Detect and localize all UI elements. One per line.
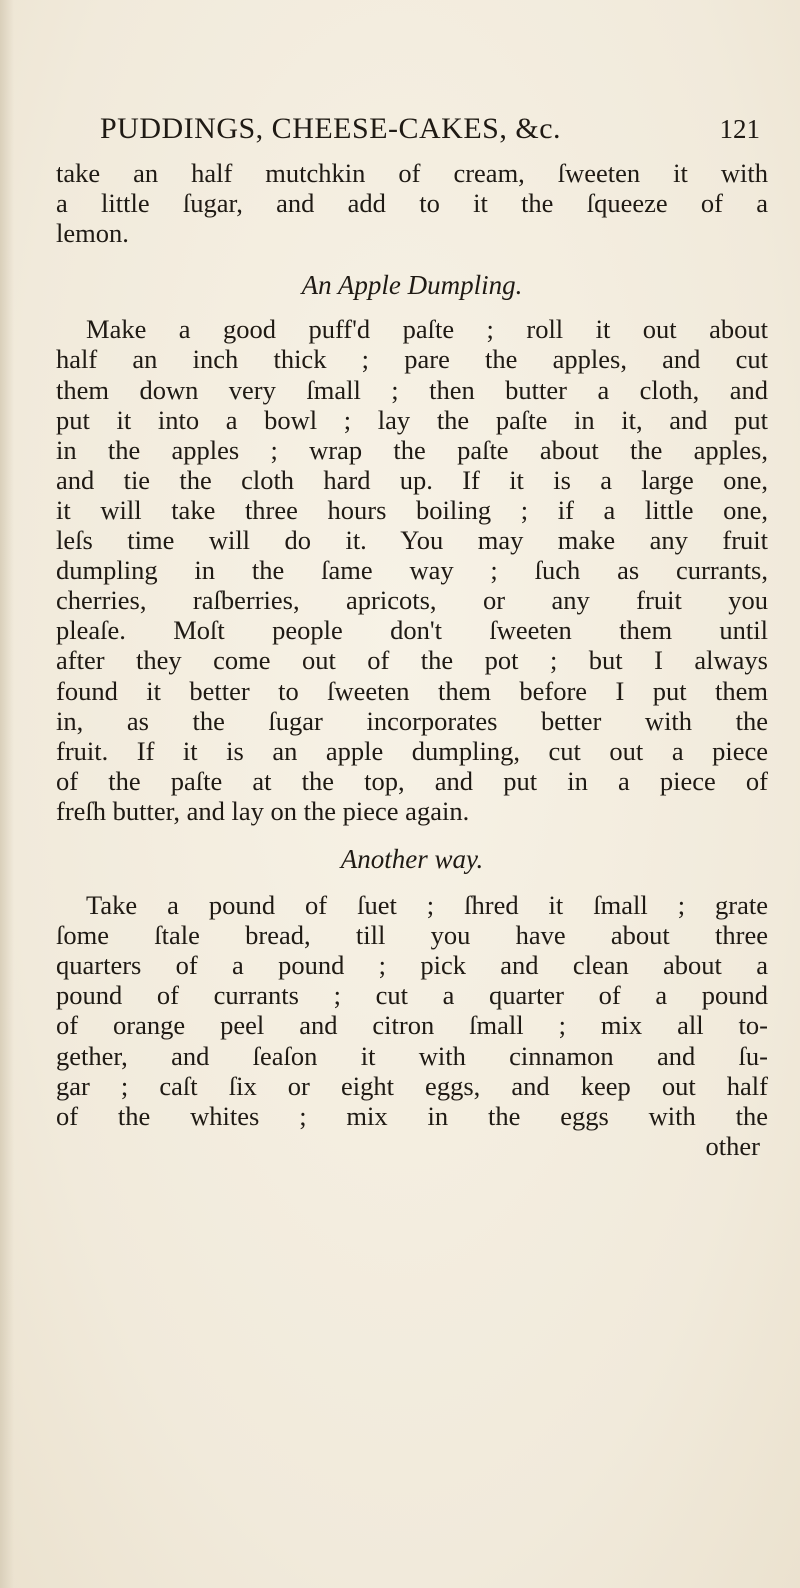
text-line: Make a good puff'd paſte ; roll it out about xyxy=(86,314,768,345)
page-header xyxy=(100,112,760,152)
text-line: put it into a bowl ; lay the paſte in it, and put xyxy=(56,404,768,435)
catchword: other xyxy=(705,1130,760,1161)
text-line: pleaſe. Moſt people don't ſweeten them until xyxy=(56,615,768,646)
section-heading-another-way: Another way. xyxy=(340,843,484,874)
text-line: half an inch thick ; pare the apples, and cut xyxy=(56,344,768,375)
text-line: dumpling in the ſame way ; ſuch as currants, xyxy=(56,555,768,586)
text-line: leſs time will do it. You may make any fruit xyxy=(56,525,768,556)
page-gutter-shadow xyxy=(0,0,14,1588)
text-line: after they come out of the pot ; but I always xyxy=(56,645,768,676)
text-line: cherries, raſberries, apricots, or any fruit you xyxy=(56,585,768,616)
text-line: gether, and ſeaſon it with cinnamon and ſu- xyxy=(56,1040,768,1071)
text-line: lemon. xyxy=(56,218,129,249)
text-line: in, as the ſugar incorporates better with the xyxy=(56,705,768,736)
text-line: it will take three hours boiling ; if a little one, xyxy=(56,494,768,525)
text-line: a little ſugar, and add to it the ſqueeze of a xyxy=(56,188,768,219)
text-line: take an half mutchkin of cream, ſweeten it with xyxy=(56,158,768,188)
text-line: freſh butter, and lay on the piece again. xyxy=(56,795,470,826)
text-line: in the apples ; wrap the paſte about the apples, xyxy=(56,434,768,465)
text-line: of orange peel and citron ſmall ; mix all to- xyxy=(56,1010,768,1041)
text-line: quarters of a pound ; pick and clean about a xyxy=(56,950,768,981)
text-line: ſome ſtale bread, till you have about three xyxy=(56,920,768,951)
running-head: PUDDINGS, CHEESE-CAKES, &c. xyxy=(100,112,562,145)
text-line: and tie the cloth hard up. If it is a large one, xyxy=(56,464,768,495)
text-line: of the paſte at the top, and put in a piece of xyxy=(56,765,768,796)
text-line: Take a pound of ſuet ; ſhred it ſmall ; grate xyxy=(86,890,768,921)
text-line: fruit. If it is an apple dumpling, cut out a piece xyxy=(56,735,768,766)
page-number: 121 xyxy=(719,114,760,144)
text-line: of the whites ; mix in the eggs with the xyxy=(56,1100,768,1131)
text-line: gar ; caſt ſix or eight eggs, and keep out half xyxy=(56,1070,768,1101)
text-line: found it better to ſweeten them before I put them xyxy=(56,675,768,706)
section-heading-apple-dumpling: An Apple Dumpling. xyxy=(301,270,523,301)
body-text xyxy=(56,158,768,1161)
text-line: them down very ſmall ; then butter a cloth, and xyxy=(56,374,768,405)
text-line: pound of currants ; cut a quarter of a pound xyxy=(56,980,768,1011)
